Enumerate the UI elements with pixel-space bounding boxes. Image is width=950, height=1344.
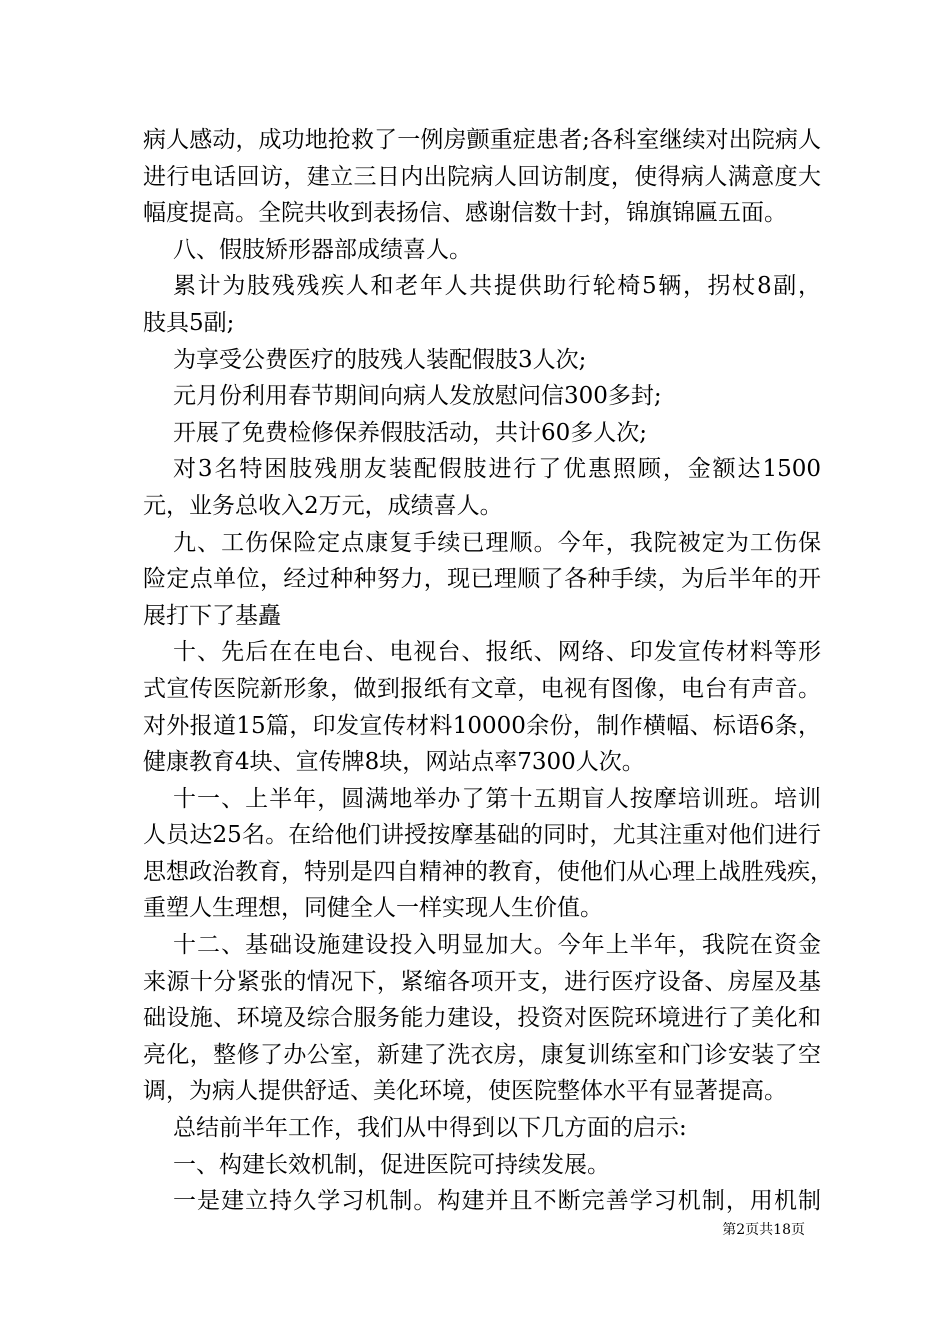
text-line: 十、先后在在电台、电视台、报纸、网络、印发宣传材料等形: [173, 639, 821, 666]
text-line: 式宣传医院新形象，做到报纸有文章，电视有图像，电台有声音。: [143, 675, 821, 702]
text-line: 展打下了基矗: [143, 602, 281, 629]
text-line: 为享受公费医疗的肢残人装配假肢3人次;: [173, 346, 587, 373]
text-line: 础设施、环境及综合服务能力建设，投资对医院环境进行了美化和: [143, 1005, 821, 1032]
paragraph: [143, 1183, 821, 1220]
text-line: 开展了免费检修保养假肢活动，共计60多人次;: [173, 419, 648, 446]
paragraph: [143, 268, 821, 341]
page-number: 第2页共18页: [722, 1222, 805, 1238]
text-line: 八、假肢矫形器部成绩喜人。: [173, 236, 472, 263]
text-line: 亮化，整修了办公室，新建了洗衣房，康复训练室和门诊安装了空: [143, 1041, 821, 1068]
text-line: 对外报道15篇，印发宣传材料10000余份，制作横幅、标语6条，: [143, 712, 821, 739]
text-line: 病人感动，成功地抢救了一例房颤重症患者;各科室继续对出院病人: [143, 127, 821, 153]
paragraph: [143, 927, 821, 1110]
paragraph: [143, 122, 821, 232]
paragraph: [143, 451, 821, 524]
text-line: 一是建立持久学习机制。构建并且不断完善学习机制，用机制: [173, 1188, 821, 1215]
text-line: 肢具5副;: [143, 309, 235, 336]
paragraph: [143, 781, 833, 927]
text-line: 元月份利用春节期间向病人发放慰问信300多封;: [173, 383, 662, 410]
paragraph: [143, 378, 821, 415]
text-line: 重塑人生理想，同健全人一样实现人生价值。: [143, 895, 603, 922]
paragraph: [143, 634, 821, 780]
text-line: 十二、基础设施建设投入明显加大。今年上半年，我院在资金: [173, 932, 821, 959]
paragraph: [143, 342, 821, 379]
text-line: 健康教育4块、宣传牌8块，网站点率7300人次。: [143, 749, 645, 776]
text-line: 元，业务总收入2万元，成绩喜人。: [143, 492, 503, 519]
text-line: 调，为病人提供舒适、美化环境，使医院整体水平有显著提高。: [143, 1078, 787, 1105]
text-line: 险定点单位，经过种种努力，现已理顺了各种手续，为后半年的开: [143, 566, 821, 593]
paragraph: [143, 525, 821, 635]
text-line: 思想政治教育，特别是四自精神的教育，使他们从心理上战胜残疾，: [143, 858, 833, 885]
text-line: 一、构建长效机制，促进医院可持续发展。: [173, 1151, 610, 1178]
paragraph: [143, 415, 821, 452]
paragraph: [143, 1110, 821, 1147]
text-line: 对3名特困肢残朋友装配假肢进行了优惠照顾，金额达1500: [173, 456, 821, 483]
document-body: [143, 122, 833, 1220]
text-line: 幅度提高。全院共收到表扬信、感谢信数十封，锦旗锦匾五面。: [143, 200, 787, 227]
text-line: 总结前半年工作，我们从中得到以下几方面的启示:: [173, 1115, 687, 1142]
paragraph: [143, 232, 821, 269]
text-line: 累计为肢残残疾人和老年人共提供助行轮椅5辆，拐杖8副，: [173, 273, 821, 300]
text-line: 十一、上半年，圆满地举办了第十五期盲人按摩培训班。培训: [173, 785, 821, 812]
text-line: 进行电话回访，建立三日内出院病人回访制度，使得病人满意度大: [143, 163, 821, 190]
paragraph: [143, 1147, 821, 1184]
text-line: 来源十分紧张的情况下，紧缩各项开支，进行医疗设备、房屋及基: [143, 968, 821, 995]
text-line: 人员达25名。在给他们讲授按摩基础的同时，尤其注重对他们进行: [143, 822, 821, 849]
text-line: 九、工伤保险定点康复手续已理顺。今年，我院被定为工伤保: [173, 529, 821, 556]
